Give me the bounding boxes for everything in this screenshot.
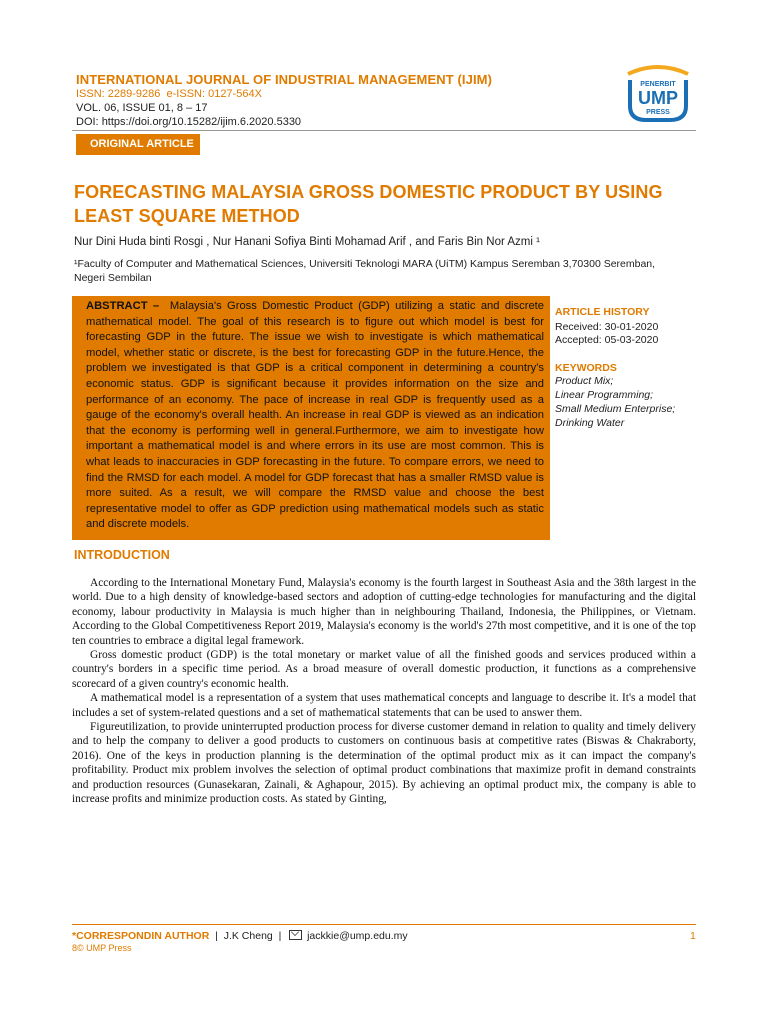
page-number: 1: [690, 930, 696, 942]
journal-title: INTERNATIONAL JOURNAL OF INDUSTRIAL MANAGEMENT: [76, 72, 454, 87]
keyword-item: Linear Programming;: [555, 389, 654, 401]
keyword-item: Product Mix;: [555, 375, 614, 387]
journal-name: [76, 72, 492, 87]
body-paragraph: Figureutilization, to provide uninterrupted production process for diverse customer demand in relation to quality and timely delivery and to help the company to deliver a good products to customers on continuous basis at competitive rates (Biswas & Chakraborty, 2016). One of the keys in production planning is the determination of the optimal product mix as it can impact the company's profitability. Product mix problem involves the selection of optimal product combinations that maximize profit in demand constraints and production resources (Gunasekaran, Zainali, & Aghapour, 2015). By achieving an optimal product mix, the company is able to increase profits and minimize production costs. As stated by Ginting,: [72, 721, 696, 806]
accepted-date: Accepted: 05-03-2020: [555, 334, 659, 346]
author-list: Nur Dini Huda binti Rosgi , Nur Hanani Sofiya Binti Mohamad Arif , and Faris Bin Nor Azmi ¹: [74, 236, 540, 248]
body-paragraph: Gross domestic product (GDP) is the total monetary or market value of all the finished goods and services produced within a country's borders in a specific time period. As a broad measure of overall domestic production, it functions as a comprehensive scorecard of a given country's economic health.: [72, 649, 696, 690]
article-type-badge: ORIGINAL ARTICLE: [76, 134, 200, 155]
body-paragraph: According to the International Monetary Fund, Malaysia's economy is the fourth largest in Southeast Asia and the 38th largest in the world. Due to a high density of knowledge-based sectors and adoption of cutting-edge technologies for manufacturing and the digital economy, labour productivity in Malaysia is much higher than in neighbouring Thailand, Indonesia, the Philippines, or Vietnam. According to the Global Competitiveness Report 2019, Malaysia's economy is the world's 27th most competitive, and it is one of the top ten countries to embrace a digital legal framework.: [72, 577, 696, 647]
ump-press-logo: [620, 62, 696, 124]
issn-line: [76, 88, 262, 100]
eissn: e-ISSN: 0127-564X: [166, 88, 262, 100]
body-paragraph: A mathematical model is a representation of a system that uses mathematical concepts and language to describe it. It's a model that includes a set of system-related questions and a set of mathematical statements that can be used to answer them.: [72, 692, 696, 719]
paper-title: FORECASTING MALAYSIA GROSS DOMESTIC PRODUCT BY USING LEAST SQUARE METHOD: [74, 182, 663, 226]
keywords-heading: KEYWORDS: [555, 362, 617, 374]
logo-bottom-text: PRESS: [646, 109, 670, 116]
ump-press-logo-graphic: [620, 62, 696, 124]
header-divider: [72, 130, 696, 131]
affiliation: ¹Faculty of Computer and Mathematical Sciences, Universiti Teknologi MARA (UiTM) Kampus Seremban 3,70300 Seremban, Negeri Sembilan: [74, 258, 656, 284]
corresponding-author-line: [72, 930, 408, 942]
logo-top-text: PENERBIT: [640, 81, 676, 88]
abstract-label: ABSTRACT –: [86, 300, 160, 312]
doi-label: DOI:: [76, 116, 99, 128]
section-heading-introduction: INTRODUCTION: [74, 548, 170, 562]
abstract-box: [72, 296, 550, 540]
doi-line: [76, 116, 301, 128]
issn: ISSN: 2289-9286: [76, 88, 161, 100]
corresponding-author-email[interactable]: jackkie@ump.edu.my: [307, 930, 408, 942]
introduction-body: [72, 576, 696, 807]
footer-separator: |: [215, 930, 218, 942]
keyword-item: Small Medium Enterprise;: [555, 403, 676, 415]
corresponding-author-label: *CORRESPONDIN AUTHOR: [72, 930, 210, 942]
keyword-item: Drinking Water: [555, 417, 625, 429]
footer-divider: [72, 924, 696, 925]
corresponding-author-name: J.K Cheng: [223, 930, 273, 942]
mail-icon: [289, 930, 302, 940]
received-date: Received: 30-01-2020: [555, 321, 659, 333]
doi-link[interactable]: https://doi.org/10.15282/ijim.6.2020.5330: [101, 116, 302, 128]
logo-main-text: UMP: [638, 88, 678, 108]
volume-issue-pages: VOL. 06, ISSUE 01, 8 – 17: [76, 102, 208, 114]
journal-abbrev: (IJIM): [457, 72, 493, 87]
article-history-heading: ARTICLE HISTORY: [555, 306, 650, 318]
abstract-paragraph: [86, 299, 544, 533]
abstract-body: Malaysia's Gross Domestic Product (GDP) utilizing a static and discrete mathematical model. The goal of this research is to figure out which model is best for forecasting GDP in the future. The issue we wish to investigate is which mathematical model, whether static or discrete, is the best for forecasting GDP in the future.Hence, the problem we investigated is that GDP is a critical component in determining a country's economic status. GDP is significant because it provides information on the size and performance of an economy. The pace of increase in real GDP is frequently used as a gauge of the economy's overall health. An increase in real GDP is viewed as an indication that the economy is performing well in general.Furthermore, we aim to investigate how important a mathematical model is and where errors in its use are most common. This is what leads to inaccuracies in GDP forecasting in the future. To compare errors, we need to find the RMSD for each model. A model for GDP forecast that has a smaller RMSD value is more suited. As a result, we will compare the RMSD value and choose the best representative model to offer as GDP prediction using mathematical models such as static and discrete models.: [86, 300, 545, 531]
copyright: 8© UMP Press: [72, 943, 132, 953]
footer-separator: |: [278, 930, 282, 942]
